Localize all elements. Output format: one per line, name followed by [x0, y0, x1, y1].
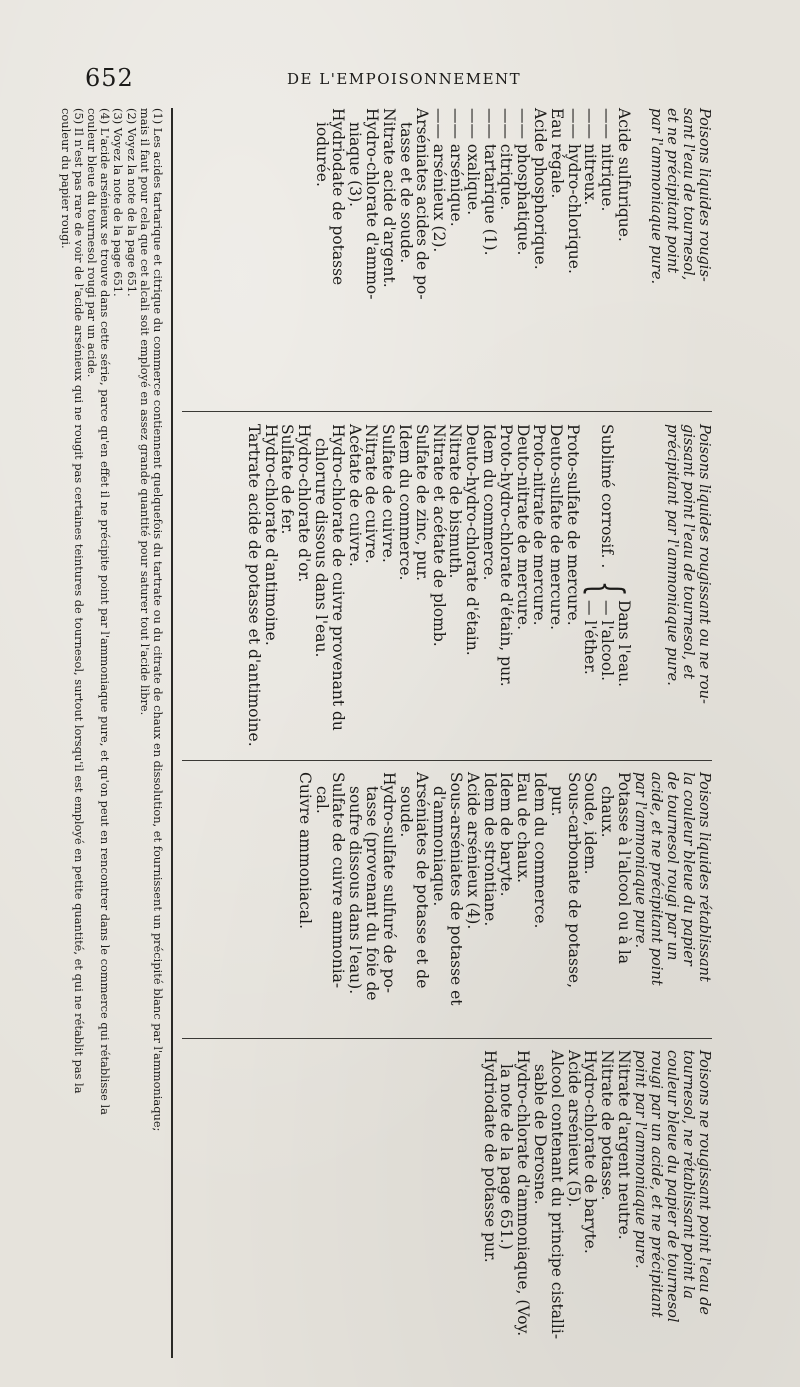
footnote-line: (1) Les acides tartarique et citrique du commerce contiennent quelquefois du tartrate ou du citrate de chaux en dissolution, et fournissent un précipité blanc par l'ammoniaque;: [151, 108, 165, 1132]
list-item: pur.: [547, 786, 566, 817]
list-item: Tartrate acide de potasse et d'antimoine.: [244, 424, 263, 747]
footnotes: [58, 108, 164, 1358]
list-item: Acétate de cuivre.: [345, 424, 364, 567]
list-item: Idem de strontiane.: [480, 772, 499, 927]
list-item: Idem du commerce.: [480, 424, 499, 581]
footnote-line: (4) L'acide arsénieux se trouve dans cette série, parce qu'en effet il ne précipite point par l'ammoniaque pure, et qu'on peut en rencontrer dans le commerce qui rétablisse la: [98, 108, 113, 1115]
brace-symbol: {: [580, 580, 634, 597]
poison-list: [296, 772, 632, 1006]
list-item: Acide phosphorique.: [531, 108, 550, 270]
list-item: — l'alcool.: [598, 600, 617, 682]
list-item: iodurée.: [312, 122, 331, 187]
list-item: Arséniates de potasse et de: [413, 772, 432, 989]
list-item: niaque (3).: [346, 122, 365, 208]
column-heading: Poisons liquides rougis- sant l'eau de tournesol, et ne précipitant point par l'ammoniaque pure.: [648, 108, 712, 285]
list-item: —— arsénieux (2).: [430, 108, 449, 253]
list-item: Nitrate de potasse.: [598, 1050, 617, 1201]
list-item: Nitrate de cuivre.: [362, 424, 381, 564]
list-item: Sulfate de fer.: [278, 424, 297, 535]
poison-list: [481, 1050, 632, 1339]
list-item: Nitrate acide d'argent.: [379, 108, 398, 288]
list-item: Hydriodate de potasse: [329, 108, 348, 286]
column-divider: [182, 411, 712, 412]
list-item: Soude, idem.: [581, 772, 600, 875]
list-item: Nitrate d'argent neutre.: [615, 1050, 633, 1240]
list-item: Hydro-chlorate d'or.: [295, 424, 314, 583]
list-item: Hydro-sulfate sulfuré de po-: [379, 772, 398, 994]
list-item: Sulfate de cuivre ammonia-: [329, 772, 348, 989]
column-heading: Poisons liquides rougissant ou ne rou- gissant point l'eau de tournesol, et précipitant par l'ammoniaque pure.: [664, 424, 712, 704]
list-item: tasse (provenant du foie de: [363, 786, 382, 1001]
list-item: la note de la page 651.): [497, 1064, 516, 1250]
footnote-line: couleur bleue du tournesol rougi par un acide.: [84, 108, 99, 378]
list-item: Proto-sulfate de mercure.: [564, 424, 582, 626]
list-item: cal.: [312, 786, 331, 814]
list-item: Deuto-hydro-chlorate d'étain.: [463, 424, 482, 656]
list-item: Acide sulfurique.: [615, 108, 633, 242]
list-item: Sous-carbonate de potasse,: [564, 772, 583, 989]
list-item: Hydriodate de potasse pur.: [480, 1050, 499, 1263]
list-item: Hydro-chlorate d'ammoniaque, (Voy.: [514, 1050, 533, 1337]
list-item: —— nitreux.: [581, 108, 600, 206]
list-item: sable de Derosne.: [531, 1064, 550, 1205]
sublime-corrosif-row: [581, 424, 632, 747]
list-item: Deuto-sulfate de mercure.: [547, 424, 566, 631]
list-item: —— citrique.: [497, 108, 516, 211]
sublime-corrosif-label: Sublimé corrosif. .: [598, 424, 616, 569]
list-item: Idem du commerce.: [531, 772, 550, 929]
list-item: —— arsénique.: [447, 108, 466, 227]
list-item: Dans l'eau.: [615, 600, 633, 688]
poison-list: [313, 108, 632, 300]
list-item: —— hydro-chlorique.: [564, 108, 583, 274]
list-item: Proto-nitrate de mercure.: [530, 424, 549, 626]
list-item: Eau de chaux.: [514, 772, 533, 884]
footnote-rule: [171, 108, 173, 1358]
list-item: Acide arsénieux (4).: [463, 772, 482, 930]
list-item: —— phosphatique.: [514, 108, 533, 256]
list-item: Idem du commerce.: [396, 424, 415, 581]
footnote-line: (3) Voyez la note de la page 651.: [111, 108, 126, 297]
running-title: DE L'EMPOISONNEMENT: [287, 70, 522, 88]
footnote-line: couleur du papier rougi.: [58, 108, 73, 249]
footnote-line: mais il faut pour cela que cet alcali soit employé en assez grande quantité pour saturer tout l'acide libre.: [137, 108, 152, 716]
list-item: chlorure dissous dans l'eau.: [312, 438, 331, 658]
list-item: Idem de baryte.: [497, 772, 516, 897]
list-item: Acide arsénieux (5).: [564, 1050, 583, 1208]
list-item: Hydro-chlorate d'antimoine.: [261, 424, 280, 646]
list-item: Hydro-chlorate de baryte.: [581, 1050, 600, 1254]
list-item: Hydro-chlorate de cuivre provenant du: [328, 424, 347, 731]
list-item: — l'éther.: [581, 600, 600, 675]
page-number: 652: [85, 64, 134, 92]
column-divider: [182, 1038, 712, 1039]
footnote-line: (5) Il n'est pas rare de voir de l'acide arsénieux qui ne rougit pas certaines teintures de tournesol, surtout lorsqu'il est employé en petite quantité, et qui ne rétablit pas la: [71, 108, 86, 1094]
sublime-options: [582, 600, 632, 687]
list-item: d'ammoniaque.: [430, 786, 449, 907]
page-header: [85, 62, 545, 96]
list-item: soufre dissous dans l'eau).: [346, 786, 365, 995]
list-item: —— nitrique.: [598, 108, 617, 212]
list-item: Cuivre ammoniacal.: [295, 772, 314, 930]
list-item: Eau régale.: [547, 108, 566, 199]
poison-list: [245, 424, 632, 747]
column-heading: Poisons liquides rétablissant la couleur bleue du papier de tournesol rougi par un acide, et ne précipitant point par l'ammoniaque pure.: [632, 772, 712, 986]
list-item: tasse et de soude.: [396, 122, 415, 264]
list-item: chaux.: [598, 786, 617, 838]
list-item: Alcool contenant du principe cistalli-: [547, 1050, 566, 1340]
list-item: Proto-hydro-chlorate d'étain, pur.: [496, 424, 515, 687]
list-item: Arséniates acides de po-: [413, 108, 432, 300]
footnote-line: (2) Voyez la note de la page 651.: [124, 108, 139, 297]
list-item: Nitrate de bismuth.: [446, 424, 465, 579]
column-divider: [182, 760, 712, 761]
list-item: Sous-arséniates de potasse et: [447, 772, 466, 1006]
list-item: —— tartarique (1).: [480, 108, 499, 256]
list-item: Sulfate de zinc, pur.: [412, 424, 431, 582]
list-item: soude.: [396, 786, 415, 838]
list-item: Potasse à l'alcool ou à la: [615, 772, 633, 965]
list-item: Hydro-chlorate d'ammo-: [363, 108, 382, 300]
list-item: Sulfate de cuivre.: [379, 424, 398, 563]
list-item: Nitrate et acétate de plomb.: [429, 424, 448, 647]
list-item: —— oxalique.: [463, 108, 482, 216]
column-heading: Poisons ne rougissant point l'eau de tournesol, ne rétablissant point la couleur bleue du papier de tournesol rougi par un acide, et ne précipitant point par l'ammoniaque pure.: [632, 1050, 712, 1323]
poison-table-rotated: [58, 108, 712, 1358]
list-item: Deuto-nitrate de mercure.: [513, 424, 532, 631]
